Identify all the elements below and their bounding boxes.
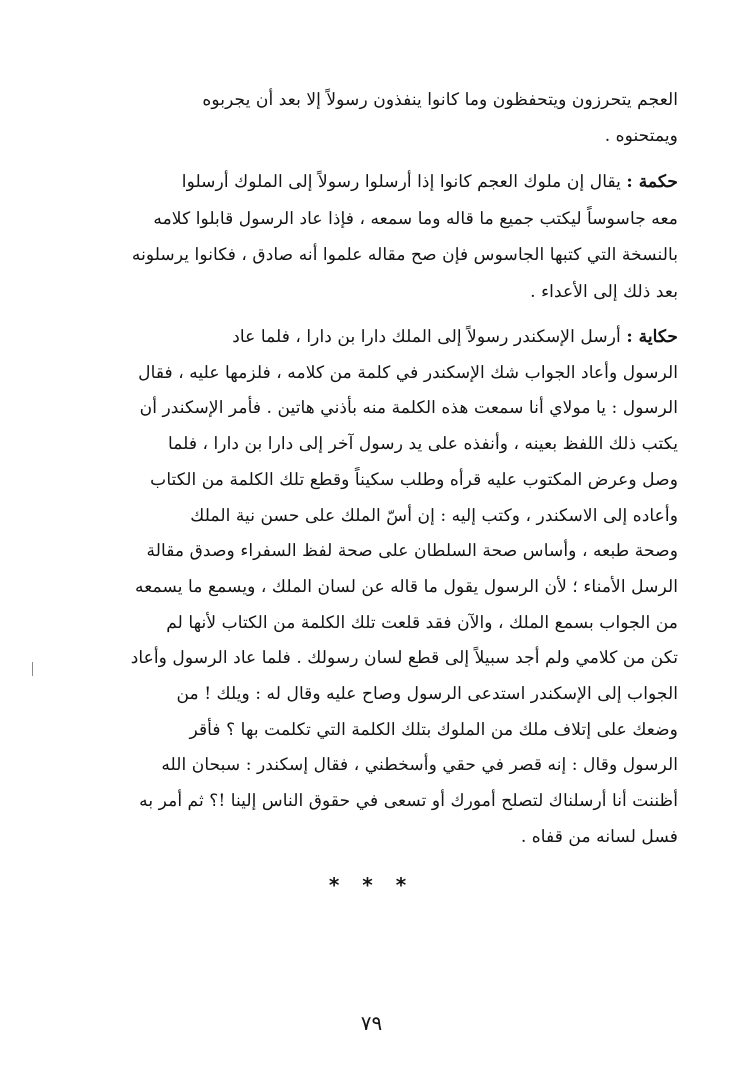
- text-line: وأعاده إلى الاسكندر ، وكتب إليه : إن أسّ الملك على حسن نية الملك: [190, 505, 678, 526]
- text-line: [108, 164, 678, 201]
- text-line: الرسول وقال : إنه قصر في حقي وأسخطني ، فقال إسكندر : سبحان الله: [161, 755, 678, 776]
- text-line: معه جاسوساً ليكتب جميع ما قاله وما سمعه ، فإذا عاد الرسول قابلوا كلامه: [153, 208, 678, 229]
- text-span: أرسل الإسكندر رسولاً إلى الملك دارا بن دارا ، فلما عاد: [232, 327, 621, 347]
- text-line: الرسول : يا مولاي أنا سمعت هذه الكلمة منه بأذني هاتين . فأمر الإسكندر أن: [139, 398, 678, 419]
- text-line: الجواب إلى الإسكندر استدعى الرسول وصاح عليه وقال له : ويلك ! من: [176, 684, 678, 705]
- text-span: يقال إن ملوك العجم كانوا إذا أرسلوا رسولاً إلى الملوك أرسلوا: [181, 172, 621, 192]
- section-separator: * * *: [328, 873, 415, 897]
- text-line: بالنسخة التي كتبها الجاسوس فإن صح مقاله علموا أنه صادق ، فكانوا يرسلونه: [131, 245, 678, 265]
- paragraph-hikaya: [108, 320, 678, 856]
- page-number: ٧٩: [360, 1011, 383, 1035]
- paragraph-hikma: [108, 164, 678, 310]
- section-label: حكمة :: [626, 172, 678, 192]
- margin-mark: [32, 662, 33, 676]
- text-line: ويمتحنوه .: [604, 126, 678, 146]
- text-line: وصل وعرض المكتوب عليه قرأه وطلب سكيناً وقطع تلك الكلمة من الكتاب: [150, 469, 678, 490]
- text-line: الرسول وأعاد الجواب شك الإسكندر في كلمة من كلامه ، فلزمها عليه ، فقال: [138, 362, 678, 383]
- text-line: العجم يتحرزون ويتحفظون وما كانوا ينفذون رسولاً إلا بعد أن يجربوه: [202, 90, 678, 110]
- text-line: من الجواب بسمع الملك ، والآن فقد قلعت تلك الكلمة من الكتاب لأنها لم: [166, 612, 678, 633]
- section-label: حكاية :: [626, 327, 678, 347]
- text-line: أظننت أنا أرسلناك لتصلح أمورك أو تسعى في حقوق الناس إلينا !؟ ثم أمر به: [139, 791, 678, 812]
- text-line: [108, 320, 678, 356]
- text-line: وصحة طبعه ، وأساس صحة السلطان على صحة لفظ السفراء وصدق مقالة: [146, 541, 678, 562]
- paragraph-intro: [108, 82, 678, 154]
- text-line: يكتب ذلك اللفظ بعينه ، وأنفذه على يد رسول آخر إلى دارا بن دارا ، فلما: [167, 434, 678, 455]
- text-line: فسل لسانه من قفاه .: [520, 826, 678, 847]
- text-line: وضعك على إتلاف ملك من الملوك بتلك الكلمة التي تكلمت بها ؟ فأقر: [189, 719, 678, 740]
- text-line: الرسل الأمناء ؛ لأن الرسول يقول ما قاله عن لسان الملك ، ويسمع ما يسمعه: [135, 576, 678, 597]
- text-line: تكن من كلامي ولم أجد سبيلاً إلى قطع لسان رسولك . فلما عاد الرسول وأعاد: [130, 648, 678, 669]
- text-line: بعد ذلك إلى الأعداء .: [530, 281, 678, 302]
